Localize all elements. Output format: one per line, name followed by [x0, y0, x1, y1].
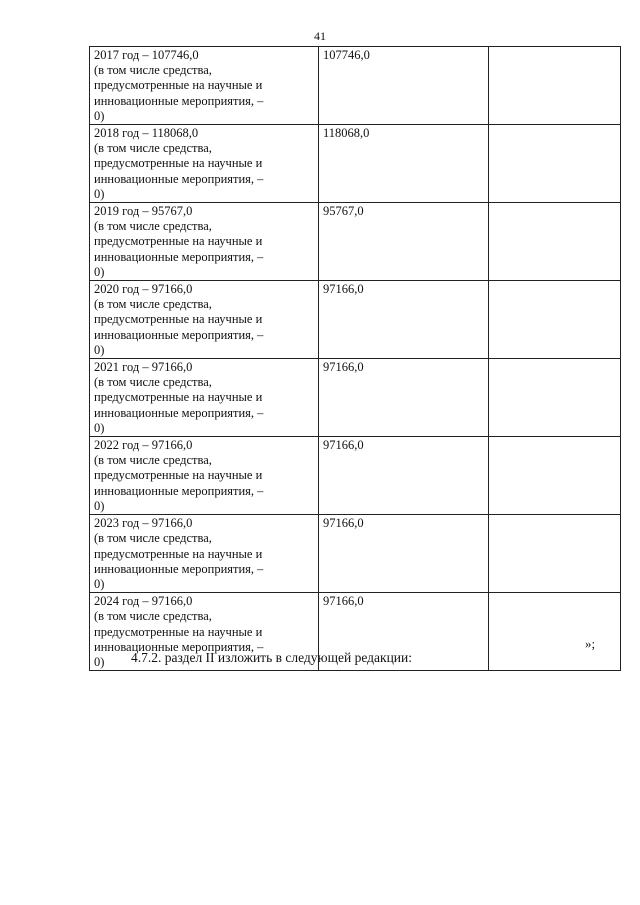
empty-cell: [489, 281, 621, 359]
empty-cell: [489, 437, 621, 515]
note-line: предусмотренные на научные и: [94, 312, 263, 327]
amount-cell: 97166,0: [319, 593, 489, 671]
note-line: (в том числе средства,: [94, 219, 212, 234]
page-number: 41: [314, 29, 326, 43]
note-line: 0): [94, 576, 105, 591]
note-line: предусмотренные на научные и: [94, 156, 263, 171]
table-row: [90, 47, 621, 125]
note-line: 0): [94, 264, 105, 279]
empty-cell: [489, 203, 621, 281]
empty-cell: [489, 515, 621, 593]
year-cell: [90, 125, 319, 203]
amount-cell: 118068,0: [319, 125, 489, 203]
year-cell: [90, 515, 319, 593]
table-row: [90, 359, 621, 437]
note-line: (в том числе средства,: [94, 141, 212, 156]
closing-quote: »;: [585, 636, 596, 651]
year-line: 2024 год – 97166,0: [94, 594, 193, 609]
note-line: предусмотренные на научные и: [94, 468, 263, 483]
note-line: 0): [94, 420, 105, 435]
note-line: 0): [94, 108, 105, 123]
empty-cell: [489, 125, 621, 203]
note-line: предусмотренные на научные и: [94, 546, 263, 561]
year-line: 2022 год – 97166,0: [94, 438, 193, 453]
year-cell: [90, 47, 319, 125]
year-line: 2020 год – 97166,0: [94, 282, 193, 297]
note-line: (в том числе средства,: [94, 609, 212, 624]
amount-cell: 107746,0: [319, 47, 489, 125]
amount-cell: 97166,0: [319, 515, 489, 593]
year-cell: [90, 203, 319, 281]
note-line: инновационные мероприятия, –: [94, 171, 264, 186]
year-line: 2017 год – 107746,0: [94, 48, 199, 62]
year-line: 2021 год – 97166,0: [94, 360, 193, 375]
note-line: (в том числе средства,: [94, 375, 212, 390]
instruction-text: 4.7.2. раздел II изложить в следующей редакции:: [131, 650, 413, 665]
amount-cell: 97166,0: [319, 359, 489, 437]
note-line: инновационные мероприятия, –: [94, 249, 264, 264]
note-line: (в том числе средства,: [94, 63, 212, 78]
note-line: предусмотренные на научные и: [94, 390, 263, 405]
note-line: (в том числе средства,: [94, 531, 212, 546]
note-line: (в том числе средства,: [94, 453, 212, 468]
note-line: инновационные мероприятия, –: [94, 639, 264, 654]
amount-cell: 95767,0: [319, 203, 489, 281]
note-line: предусмотренные на научные и: [94, 234, 263, 249]
empty-cell: [489, 593, 621, 671]
year-line: 2019 год – 95767,0: [94, 204, 193, 219]
note-line: 0): [94, 654, 105, 669]
table-row: [90, 125, 621, 203]
note-line: инновационные мероприятия, –: [94, 327, 264, 342]
note-line: предусмотренные на научные и: [94, 78, 263, 93]
note-line: предусмотренные на научные и: [94, 624, 263, 639]
note-line: (в том числе средства,: [94, 297, 212, 312]
empty-cell: [489, 47, 621, 125]
note-line: инновационные мероприятия, –: [94, 93, 264, 108]
amount-cell: 97166,0: [319, 437, 489, 515]
note-line: 0): [94, 342, 105, 357]
table-row: [90, 203, 621, 281]
empty-cell: [489, 359, 621, 437]
year-cell: [90, 437, 319, 515]
year-line: 2023 год – 97166,0: [94, 516, 193, 531]
note-line: 0): [94, 498, 105, 513]
amount-cell: 97166,0: [319, 281, 489, 359]
note-line: инновационные мероприятия, –: [94, 405, 264, 420]
year-cell: [90, 359, 319, 437]
table-row: [90, 437, 621, 515]
funding-table: [89, 46, 621, 671]
year-cell: [90, 281, 319, 359]
table-row: [90, 281, 621, 359]
note-line: инновационные мероприятия, –: [94, 561, 264, 576]
note-line: 0): [94, 186, 105, 201]
year-line: 2018 год – 118068,0: [94, 126, 199, 141]
note-line: инновационные мероприятия, –: [94, 483, 264, 498]
table-row: [90, 515, 621, 593]
